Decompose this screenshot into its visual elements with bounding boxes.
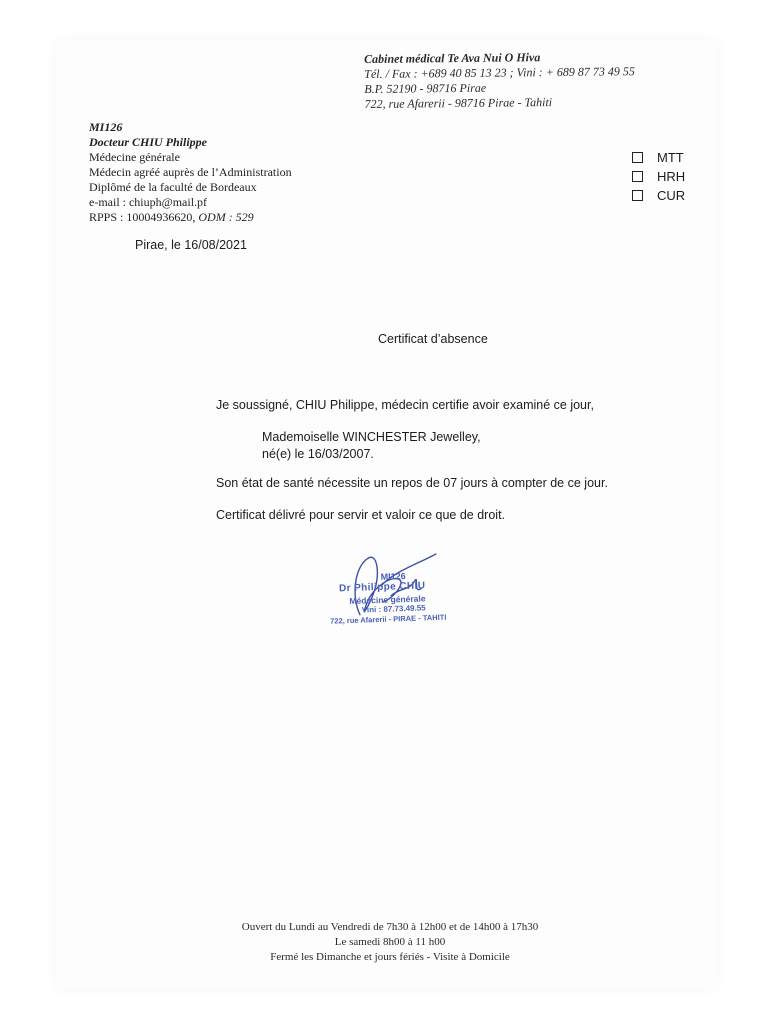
checkbox-label: MTT (657, 150, 684, 165)
stamp-specialty: Médecine générale (349, 593, 426, 606)
checkbox-square-icon (632, 152, 643, 163)
doctor-rpps: RPPS : 10004936620, (89, 210, 196, 224)
doctor-diploma: Diplômé de la faculté de Bordeaux (89, 180, 257, 194)
footer-weekdays: Ouvert du Lundi au Vendredi de 7h30 à 12h00 et de 14h00 à 17h30 (241, 921, 539, 933)
patient-name: Mademoiselle WINCHESTER Jewelley, (262, 430, 481, 444)
clinic-address: 722, rue Afarerii - 98716 Pirae - Tahiti (364, 95, 553, 111)
patient-birth: né(e) le 16/03/2007. (262, 447, 374, 461)
footer-saturday: Le samedi 8h00 à 11 h00 (334, 936, 446, 948)
doctor-approval: Médecin agréé auprès de l’Administration (89, 165, 292, 179)
stamp-doctor: Dr Philippe CHIU (338, 580, 426, 595)
checkbox-label: CUR (657, 188, 686, 203)
document-title: Certificat d’absence (378, 332, 488, 346)
checkbox-mtt[interactable] (632, 148, 685, 167)
date-line: Pirae, le 16/08/2021 (135, 238, 247, 252)
checkbox-cur[interactable] (632, 186, 685, 205)
stamp-code: MI126 (380, 571, 406, 582)
footer-closed: Fermé les Dimanche et jours fériés - Visite à Domicile (270, 951, 510, 963)
checkbox-hrh[interactable] (632, 167, 685, 186)
clinic-name: Cabinet médical Te Ava Nui O Hiva (364, 50, 541, 66)
doctor-name: Docteur CHIU Philippe (89, 135, 208, 149)
doctor-block (89, 120, 292, 225)
doctor-specialty: Médecine générale (89, 150, 180, 164)
checkbox-group (632, 148, 685, 205)
closing-statement: Certificat délivré pour servir et valoir ce que de droit. (216, 508, 506, 522)
checkbox-square-icon (632, 190, 643, 201)
doctor-odm: ODM : 529 (198, 210, 254, 224)
doctor-ids (89, 210, 292, 225)
doctor-code: MI126 (89, 120, 123, 134)
checkbox-label: HRH (657, 169, 686, 184)
doctor-stamp (320, 554, 493, 640)
clinic-header (364, 49, 635, 112)
checkbox-square-icon (632, 171, 643, 182)
opening-hours-footer (120, 920, 660, 965)
clinic-po-box: B.P. 52190 - 98716 Pirae (364, 80, 487, 96)
stamp-address: 722, rue Afarerii - PIRAE - TAHITI (329, 612, 447, 626)
doctor-email: e-mail : chiuph@mail.pf (89, 195, 208, 209)
rest-statement: Son état de santé nécessite un repos de 07 jours à compter de ce jour. (216, 476, 608, 490)
stamp-phone: Vini : 87.73.49.55 (361, 603, 426, 615)
certification-line: Je soussigné, CHIU Philippe, médecin certifie avoir examiné ce jour, (216, 398, 594, 412)
clinic-phone: Tél. / Fax : +689 40 85 13 23 ; Vini : + 689 87 73 49 55 (364, 64, 635, 81)
